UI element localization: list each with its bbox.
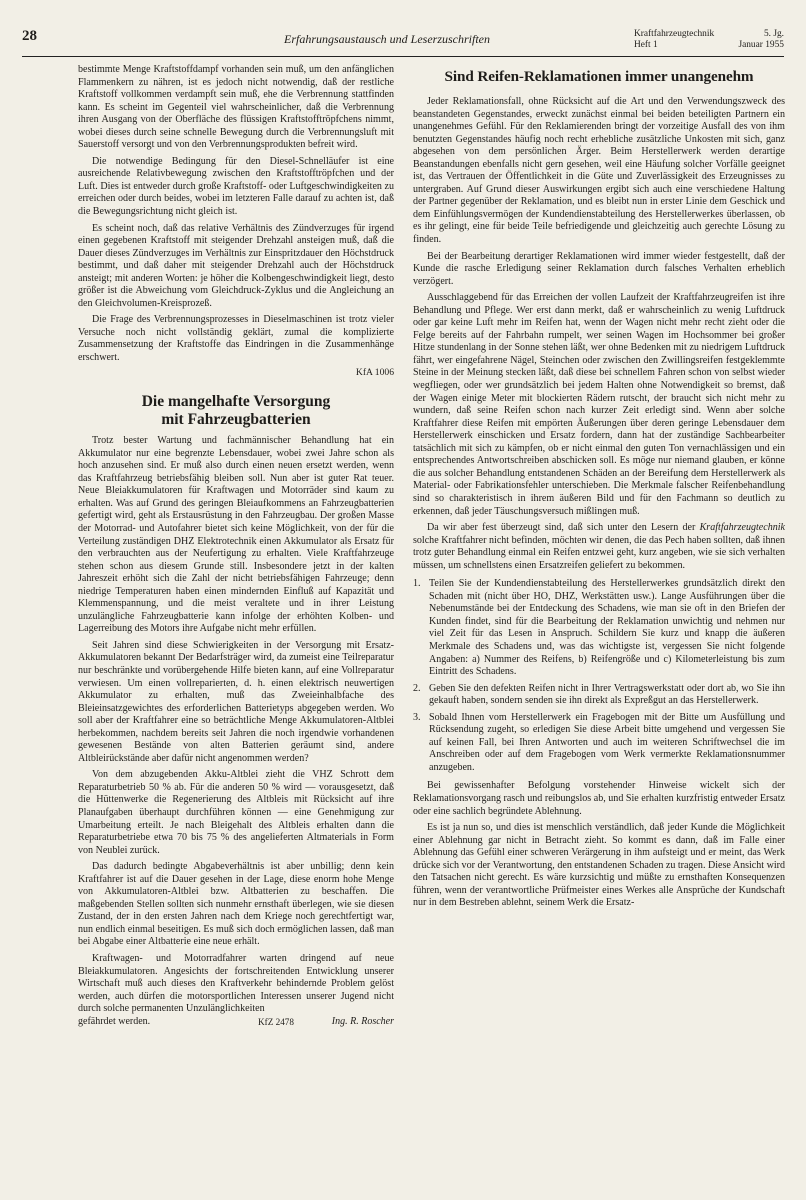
tire-paragraph-readers — [413, 522, 785, 572]
tire-paragraph: Ausschlaggebend für das Erreichen der vollen Laufzeit der Kraftfahrzeugreifen ist ihre Behandlung und Pflege. Wer erst dann merkt, daß er wahrscheinlich zu wenig Luftdruck oder gar keine Luft mehr im Reifen hat, wenn der Wagen nicht mehr recht zieht oder die Felge bereits auf der Fahrbahn rumpelt, wer seinen Wagen im Hochsommer bei großer Hitze stundenlang in der Sonne stehen läßt, wer ohne Bedenken mit zu niedrigem Luftdruck fährt, wer eingefahrene Nägel, Steinchen oder zwischen den Zwillingsreifen festgeklemmte Steine in der Meinung stecken läßt, daß diese bei schnellem Fahren schon von selbst wieder wegfliegen, oder wer grundsätzlich bei jedem Halten ohne Notwendigkeit so bremst, daß der Wagen einige Meter mit blockierten Rädern rutscht, der braucht sich nicht mehr zu wundern, daß seine Reifen schon nach kurzer Zeit erledigt sind. Wenn aber solche Kraftfahrer diese Reifen mit empörten Äußerungen über deren geringe Lebensdauer dem Herstellerwerk einschicken und Ersatz fordern, dann hat der zuständige Sachbearbeiter tatsächlich mit sich zu kämpfen, ob er nicht einmal den guten Ton vernachlässigen und ein entsprechendes Antwortschreiben abschicken soll. Es möge nur niemand glauben, er könne die aus solcher Behandlung entstandenen Schäden an der Bereifung dem Herstellerwerk als Material- oder Fabrikationsfehler unterschieben. Die Merkmale falscher Reifenbehandlung sind so charakteristisch in ihrem äußeren Bild und für den Fachmann so deutlich zu erkennen, daß jeder Täuschungsversuch mißlingen muß. — [413, 292, 785, 517]
diesel-signature — [78, 367, 394, 380]
battery-signature — [78, 1016, 394, 1029]
battery-author: Ing. R. Roscher — [331, 1015, 394, 1027]
battery-last-line: gefährdet werden. — [78, 1015, 151, 1027]
list-item — [413, 578, 785, 678]
tire-article-title: Sind Reifen-Reklamationen immer unangenehm — [444, 68, 754, 85]
battery-title-line1: Die mangelhafte Versorgung — [141, 393, 331, 411]
battery-code: KfZ 2478 — [258, 1016, 294, 1027]
list-item-text: Sobald Ihnen vom Herstellerwerk ein Fragebogen mit der Bitte um Ausfüllung und Rücksendung zugeht, so erledigen Sie diese Arbeit bitte umgehend und vergessen Sie auf keinen Fall, bei Ihren Antworten und auch im weiteren Schriftwechsel die im Anschreiben oder auf dem Fragebogen vom Werk vermerkte Reklamationsnummer anzugeben. — [429, 711, 785, 773]
list-item-text: Geben Sie den defekten Reifen nicht in Ihrer Vertragswerkstatt oder dort ab, wo Sie ihn gekauft haben, sondern senden sie ihn direkt als Expreßgut an das Herstellerwerk. — [429, 682, 785, 707]
diesel-paragraph: Die notwendige Bedingung für den Diesel-Schnelläufer ist eine ausreichende Relativbewegung zwischen den Kraftstofftröpfchen und der Luft. Dies ist entweder durch große Kraftstoff- oder Luftgeschwindigkeiten zu erreichen oder durch beides, wobei im letzteren Falle darauf zu achten ist, daß die Bewegungsrichtung nicht gleich ist. — [78, 155, 394, 218]
tire-paragraph: Bei gewissenhafter Befolgung vorstehender Hinweise wickelt sich der Reklamationsvorgang rasch und reibungslos ab, und Sie erhalten kurzfristig entweder Ersatz oder eine sachlich begründete Ablehnung. — [413, 780, 785, 817]
journal-issue: Heft 1 — [634, 40, 658, 50]
left-column — [78, 64, 394, 1028]
tire-paragraph: Es ist ja nun so, und dies ist menschlich verständlich, daß jeder Kunde die Möglichkeit einer Ablehnung gar nicht in Betracht zieht. So kommt es dann, daß im Falle einer Ablehnung das Gefühl einer schweren Verärgerung in ihm aufsteigt und er meint, das Werk drücke sich vor der Verantwortung, den entstandenen Schaden zu tragen. Diese Ansicht wird den Tatsachen nicht gerecht. Es wäre kurzsichtig und müßte zu ernsthaften Konsequenzen führen, wenn der verantwortliche Prüfmeister eines Werkes alle Ansprüche der Kundschaft nur in dem Bestreben ablehnt, seinem Werk die Ersatz- — [413, 822, 785, 909]
battery-title-line2: mit Fahrzeugbatterien — [161, 411, 311, 429]
journal-name: Kraftfahrzeugtechnik — [634, 29, 715, 39]
list-item-number: 1. — [413, 578, 421, 590]
journal-volume: 5. Jg. — [763, 29, 784, 39]
battery-article-title — [78, 393, 394, 429]
battery-paragraph: Das dadurch bedingte Abgabeverhältnis ist aber unbillig; denn kein Kraftfahrer ist auf die Dauer gesehen in der Lage, diese enorm hohe Menge von Akkumulatoren-Altblei bzw. Altbatterien zu beschaffen. Die maßgebenden Stellen sollten sich nunmehr ernsthaft überlegen, wie sie diesen Zustand, der in den ersten Jahren nach dem Kriege noch gerechtfertigt war, nun endlich einmal beseitigen. Es muß sich doch ermöglichen lassen, daß man bei Abgabe einer Altbatterie eine neue erhält. — [78, 861, 394, 948]
journal-date: Januar 1955 — [738, 40, 784, 50]
page-number: 28 — [22, 28, 37, 44]
battery-paragraph: Trotz bester Wartung und fachmännischer Behandlung hat ein Akkumulator nur eine begrenzte Lebensdauer, wobei zwei Jahre schon als hoch anzusehen sind. Er muß also durch einen neuen ersetzt werden, wenn das Kraftfahrzeug betriebsfähig bleiben soll. Nun aber ist guter Rat teuer. Neue Bleiakkumulatoren für Kraftwagen und Motorräder sind kaum zu erhalten. Was auf Grund des geringen Bleiaufkommens an Fahrzeugbatterien gefertigt wird, geht als Erstausrüstung in den Fahrzeugbau. Der großen Masse der Motorrad- und Autofahrer bietet sich keine Möglichkeit, von der für die Verteilung zuständigen DHZ Elektrotechnik einen Akkumulator als Ersatz für den verbrauchten aus der Neufertigung zu erhalten. Viele Kraftfahrzeuge stehen schon aus diesem Grunde still. Insbesondere jetzt in der kalten Jahreszeit erhöht sich die Zahl der nicht betriebsfähigen Fahrzeuge; denn niedrige Temperaturen haben einen mindernden Einfluß auf Kapazität und Klemmenspannung, und die meist veraltete und in ihrer Leistung unzulängliche Fahrzeugbatterie kann infolge der erhöhten Kolben- und Lagerreibung des Motors ihre Aufgabe nicht mehr erfüllen. — [78, 435, 394, 635]
diesel-paragraph: Die Frage des Verbrennungsprozesses in Dieselmaschinen ist trotz vieler Versuche noch nicht vollständig geklärt, zumal die komplizierte Zusammensetzung der Kraftstoffe das Eindringen in die Zusammenhänge erschwert. — [78, 314, 394, 364]
instruction-list — [413, 578, 785, 774]
battery-paragraph: Seit Jahren sind diese Schwierigkeiten in der Versorgung mit Ersatz-Akkumulatoren bekannt Der Bedarfsträger wird, da zumeist eine Teilreparatur nur beschränkte und vorübergehende Hilfe bieten kann, auf eine Vollreparatur verwiesen. Um einen vollreparierten, d. h. einen elektrisch neuwertigen Akkumulator zu erhalten, muß das Zweieinhalbfache des Bleieinsatzgewichtes des erforderlichen Batterietyps abgegeben werden. Wo soll aber der Kraftfahrer eine so beträchtliche Menge Akkumulatoren-Altblei herbekommen, nachdem bereits seit Jahren die noch irgendwie vorhandenen gewesenen Bestände von alten Batterien geräumt sind, andere Altbleirückstände aber dafür nicht angenommen werden? — [78, 639, 394, 764]
tire-paragraph: Jeder Reklamationsfall, ohne Rücksicht auf die Art und den Verwendungszweck des beanstandeten Gegenstandes, erweckt zunächst einmal bei beiden beteiligten Partnern ein unangenehmes Gefühl. Für den Reklamierenden bringt der vorzeitige Ausfall des von ihm benutzten Gegenstandes häufig noch recht erhebliche zusätzliche Unkosten mit sich, ganz abgesehen von dem persönlichen Ärger. Beim Herstellerwerk werden derartige Beanstandungen ebenfalls nicht gern gesehen, weil eine Häufung solcher Vorfälle geeignet ist, das Vertrauen der Öffentlichkeit in die Güte und Zuverlässigkeit des Erzeugnisses zu untergraben. Auf Grund dieser Auswirkungen ergibt sich auch eine verschiedene Haltung der Partner gegenüber der Reklamation, und es bleibt nun in erster Linie dem Geschick und dem Einfühlungsvermögen der Kundendienstabteilung des Herstellerwerkes überlassen, ob es ihr gelingt, eine für beide Teile befriedigende und gleichzeitig auch gerechte Lösung zu finden. — [413, 96, 785, 246]
diesel-paragraph: bestimmte Menge Kraftstoffdampf vorhanden sein muß, um den anfänglichen Flammenkern zu nähren, ist es jedoch nicht notwendig, daß der restliche Kraftstoff vollkommen verdampft sein muß, ehe die Verbrennung stattfinden kann. Es scheint im Gegenteil viel wahrscheinlicher, daß die Verbrennung ihren Ausgang von der Oberfläche des flüssigen Kraftstofftröpfchens nimmt, wobei dieses durch seine schnelle Bewegung durch die Verbrennungsluft mit Sauerstoff versorgt und von den Verbrennungsprodukten befreit wird. — [78, 64, 394, 151]
magazine-name: Kraftfahrzeugtechnik — [699, 522, 785, 534]
right-column — [413, 64, 785, 914]
list-item-text: Teilen Sie der Kundendienstabteilung des Herstellerwerkes grundsätzlich direkt den Schaden mit (nicht über HO, DHZ, Werkstätten usw.). Lange Ausführungen über die Nebenumstände bei der Entdeckung des Schadens, wie man sie oft in den Briefen der Kunden findet, sind für die Bearbeitung der Reklamation unwichtig und nehmen nur viel Zeit für das Lesen in Anspruch. Schildern Sie kurz und knapp die äußeren Merkmale des Schadens und, was das wichtigste ist, vergessen Sie nicht folgende Angaben: a) Nummer des Reifens, b) Reifengröße und c) Kilometerleistung bis zum Eintritt des Schadens. — [429, 578, 785, 678]
diesel-code: KfA 1006 — [355, 366, 394, 378]
page-header — [22, 28, 784, 57]
list-item-number: 3. — [413, 711, 421, 723]
diesel-paragraph: Es scheint noch, daß das relative Verhältnis des Zündverzuges für irgend einen gegebenen Kraftstoff mit steigender Drehzahl ansteigen muß, daß die Dauer dieses Zündverzuges im Verhältnis zur Einspritzdauer den Höchstdruck bestimmt, und daß daher mit steigender Drehzahl auch der Höchstdruck ansteigt; mit anderen Worten: je höher die Kolbengeschwindigkeit liegt, desto größer ist die Abweichung vom Gleichdruck-Zyklus und die Angleichung an den Gleichvolumen-Kreisprozeß. — [78, 222, 394, 309]
section-title: Erfahrungsaustausch und Leserzuschriften — [284, 32, 491, 46]
battery-paragraph: Von dem abzugebenden Akku-Altblei zieht die VHZ Schrott dem Reparaturbetrieb 50 % ab. Für die anderen 50 % wird — vorausgesetzt, daß die Hüttenwerke die Regenerierung des Altbleis mit Rücksicht auf ihre Planaufgaben überhaupt durchführen können — eine Genehmigung zur Umarbeitung erteilt. Je nach Bleigehalt des Altbleis erhalten dann die Reparaturbetriebe etwa 70 bis 75 % des angelieferten Altmaterials in Form von Neublei zurück. — [78, 769, 394, 856]
list-item — [413, 712, 785, 775]
list-item — [413, 683, 785, 708]
tire-paragraph: Bei der Bearbeitung derartiger Reklamationen wird immer wieder festgestellt, daß der Kunde die rasche Erledigung seiner Reklamation durch falsches Verhalten erheblich verzögert. — [413, 250, 785, 287]
list-item-number: 2. — [413, 682, 421, 694]
readers-text-b: solche Kraftfahrer nicht befinden, möchten wir denen, die das Pech haben sollten, daß ihnen trotz guter Behandlung einmal ein Reifen entzwei geht, kurz angeben, wie sie sich verhalten müssen, um schnellstens einen Ersatzreifen geliefert zu bekommen. — [413, 534, 785, 571]
journal-meta — [634, 29, 784, 51]
battery-paragraph: Kraftwagen- und Motorradfahrer warten dringend auf neue Bleiakkumulatoren. Angesichts der fortschreitenden Entwicklung unserer Wirtschaft muß auch dieses den Kraftverkehr behindernde Problem gelöst werden, auch dürfen die motorsportlichen Interessen unserer Jugend nicht durch solche permanenten Unzulänglichkeiten — [78, 953, 394, 1015]
readers-text-a: Da wir aber fest überzeugt sind, daß sich unter den Lesern der — [427, 522, 700, 534]
